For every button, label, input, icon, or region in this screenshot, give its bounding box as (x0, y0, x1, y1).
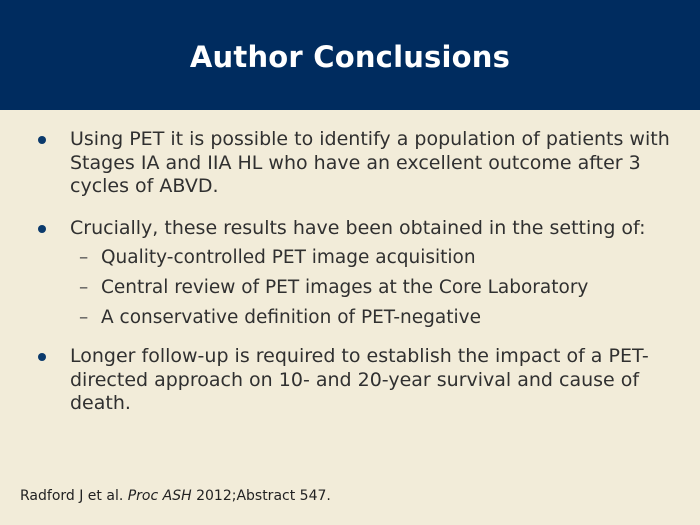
sub-bullet-text: Quality-controlled PET image acquisition (101, 247, 476, 268)
bullet-item (0, 128, 700, 199)
citation-authors: Radford J et al. (20, 488, 124, 504)
bullet-item (0, 345, 700, 416)
citation-details: 2012;Abstract 547. (196, 488, 331, 504)
bullet-item (0, 217, 700, 241)
bullet-text: Crucially, these results have been obtained in the setting of: (70, 216, 646, 239)
slide-content (0, 128, 700, 416)
slide-title: Author Conclusions (189, 40, 511, 74)
bullet-text: Using PET it is possible to identify a population of patients with Stages IA and IIA HL who have an excellent outcome after 3 cycles of ABVD. (70, 128, 670, 197)
sub-bullet-item (0, 276, 700, 299)
citation (20, 488, 331, 504)
bullet-dot-icon (38, 136, 46, 144)
dash-marker: – (79, 307, 89, 328)
title-bar (0, 0, 700, 110)
citation-journal: Proc ASH (127, 488, 192, 504)
bullet-text: Longer follow-up is required to establish the impact of a PET-directed approach on 10- and 20-year survival and cause of death. (70, 345, 649, 414)
dash-marker: – (79, 277, 89, 298)
sub-bullet-text: Central review of PET images at the Core Laboratory (101, 277, 589, 298)
dash-marker: – (79, 247, 89, 268)
sub-bullet-text: A conservative definition of PET-negative (101, 307, 481, 328)
bullet-dot-icon (38, 225, 46, 233)
bullet-dot-icon (38, 353, 46, 361)
sub-bullet-item (0, 246, 700, 269)
sub-bullet-list (0, 246, 700, 329)
sub-bullet-item (0, 306, 700, 329)
